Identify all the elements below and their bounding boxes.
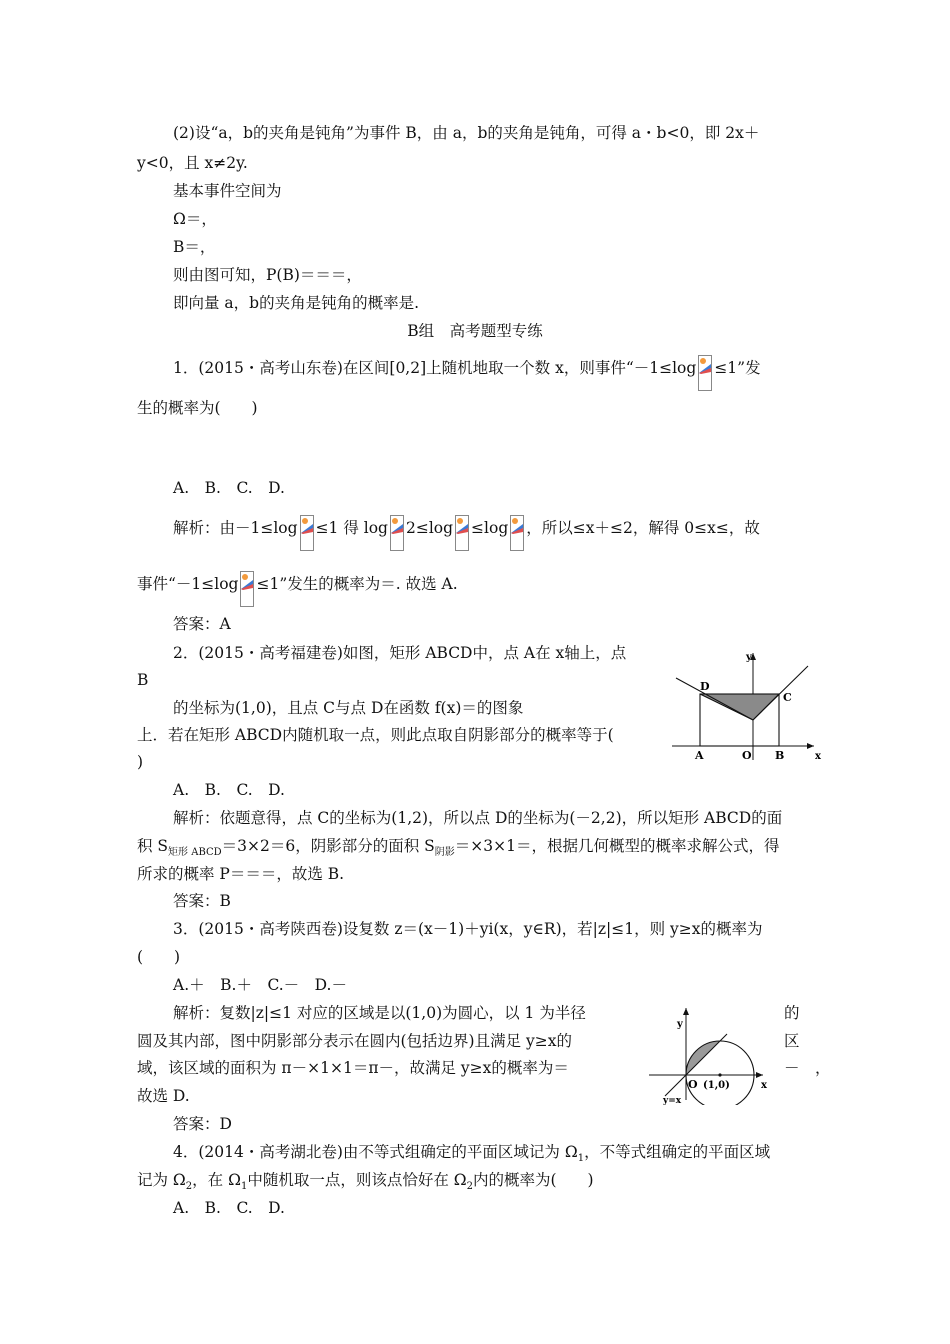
q1-stem-text-a: 1．(2015・高考山东卷)在区间[0,2]上随机地取一个数 x，则事件“－1≤log	[173, 359, 697, 377]
part2-line3: 基本事件空间为	[173, 182, 282, 200]
broken-image-icon	[240, 571, 254, 607]
q3-solution-line3: 域，该区域的面积为 π－×1×1＝π－，故满足 y≥x的概率为＝	[137, 1059, 569, 1077]
q1-sol2-b: ≤1”发生的概率为＝. 故选 A.	[256, 575, 458, 593]
q1-options: A. B. C. D.	[173, 479, 285, 497]
q4-options: A. B. C. D.	[173, 1199, 285, 1217]
part2-line4: Ω＝，	[173, 210, 217, 228]
q2-line4: 上．若在矩形 ABCD内随机取一点，则此点取自阴影部分的概率等于(	[137, 726, 614, 744]
q2-solution-line2	[137, 836, 779, 863]
q1-sol-c: 2≤log	[405, 519, 454, 537]
q3-solution-line1: 解析：复数|z|≤1 对应的区域是以(1,0)为圆心，以 1 为半径	[173, 1004, 586, 1022]
q1-sol-e: ，所以≤x＋≤2，解得 0≤x≤，故	[526, 519, 760, 537]
q1-sol2-a: 事件“－1≤log	[137, 575, 239, 593]
label-y: y	[746, 652, 752, 663]
q2-options: A. B. C. D.	[173, 781, 285, 799]
label-o: O	[742, 749, 752, 762]
q4-line1-a: 4．(2014・高考湖北卷)由不等式组确定的平面区域记为 Ω	[173, 1143, 578, 1161]
q3-answer: 答案：D	[173, 1115, 232, 1133]
q2-line1: 2．(2015・高考福建卷)如图，矩形 ABCD中，点 A在 x轴上，点	[173, 644, 627, 662]
q2-solution-line1: 解析：依题意得，点 C的坐标为(1,2)，所以点 D的坐标为(－2,2)，所以矩形 ABCD的面	[173, 809, 783, 827]
q1-sol-a: 解析：由－1≤log	[173, 519, 298, 537]
part2-line1: (2)设“a，b的夹角是钝角”为事件 B，由 a，b的夹角是钝角，可得 a・b<0，即 2x＋	[173, 124, 760, 142]
q3-solution-line3-end: － ，	[784, 1059, 831, 1077]
x-axis-arrow	[807, 743, 814, 749]
q2-sol2-a: 积 S	[137, 837, 169, 855]
q1-stem-line2: 生的概率为( )	[137, 399, 258, 417]
q4-line2	[137, 1170, 594, 1197]
broken-image-icon	[510, 515, 524, 551]
q3-line2: ( )	[137, 948, 181, 966]
q2-sol2-sub1: 矩形 ABCD	[168, 847, 222, 859]
q4-sub3: 1	[240, 1181, 248, 1193]
q4-sub2: 2	[185, 1181, 193, 1193]
q3-options: A.＋ B.＋ C.－ D.－	[173, 976, 347, 994]
q4-sub4: 2	[466, 1181, 473, 1193]
label-x: x	[761, 1080, 767, 1091]
q3-solution-line4: 故选 D.	[137, 1087, 190, 1105]
unit-circle	[686, 1041, 754, 1105]
circle-center	[718, 1073, 721, 1076]
q4-line1-b: ，不等式组确定的平面区域	[584, 1143, 771, 1161]
label-d: D	[700, 680, 710, 693]
section-title: B组 高考题型专练	[407, 322, 543, 340]
q2-sol2-b: ＝3×2＝6，阴影部分的面积 S	[221, 837, 435, 855]
q2-sol2-c: ＝×3×1＝，根据几何概型的概率求解公式，得	[454, 837, 780, 855]
q3-circle-figure	[643, 1000, 773, 1105]
q4-line2-b: ，在 Ω	[192, 1171, 241, 1189]
label-b: B	[775, 749, 785, 762]
label-o: O	[688, 1078, 698, 1091]
broken-image-icon	[390, 515, 404, 551]
x-axis-arrow	[756, 1072, 763, 1078]
label-line: y=x	[663, 1096, 682, 1105]
q2-answer: 答案：B	[173, 892, 231, 910]
q1-sol-b: ≤1 得 log	[315, 519, 388, 537]
broken-image-icon	[300, 515, 314, 551]
q4-line2-d: 内的概率为( )	[472, 1171, 594, 1189]
label-y: y	[677, 1019, 683, 1030]
label-x: x	[815, 751, 821, 762]
q2-sol2-sub2: 阴影	[434, 847, 455, 859]
part2-line2: y<0，且 x≠2y.	[137, 154, 248, 172]
q1-stem	[173, 350, 761, 391]
part2-line6: 则由图可知，P(B)＝＝＝，	[173, 266, 362, 284]
q4-sub1: 1	[577, 1153, 585, 1165]
label-center: (1,0)	[703, 1080, 730, 1091]
q4-line1	[173, 1142, 770, 1169]
y-axis-arrow	[683, 1008, 689, 1015]
q1-stem-text-b: ≤1”发	[714, 359, 761, 377]
broken-image-icon	[455, 515, 469, 551]
label-a: A	[695, 749, 704, 762]
part2-line7: 即向量 a，b的夹角是钝角的概率是.	[173, 294, 420, 312]
q2-line3: 的坐标为(1,0)，且点 C与点 D在函数 f(x)＝的图象	[173, 699, 524, 717]
q3-solution-line2-end: 区	[784, 1032, 800, 1050]
q1-solution-line2	[137, 566, 458, 607]
label-c: C	[783, 691, 792, 704]
q1-sol-d: ≤log	[471, 519, 509, 537]
part2-line5: B＝，	[173, 238, 216, 256]
q2-line5: )	[137, 753, 144, 771]
q3-solution-line1-end: 的	[784, 1004, 800, 1022]
q1-solution	[173, 510, 760, 551]
q2-rectangle-figure	[668, 648, 828, 764]
q1-answer: 答案：A	[173, 615, 231, 633]
q4-line2-c: 中随机取一点，则该点恰好在 Ω	[247, 1171, 467, 1189]
q4-line2-a: 记为 Ω	[137, 1171, 186, 1189]
q2-line2: B	[137, 671, 149, 689]
q3-line1: 3．(2015・高考陕西卷)设复数 z＝(x－1)＋yi(x，y∈R)，若|z|≤1，则 y≥x的概率为	[173, 920, 763, 938]
q3-solution-line2: 圆及其内部，图中阴影部分表示在圆内(包括边界)且满足 y≥x的	[137, 1032, 573, 1050]
broken-image-icon	[698, 355, 712, 391]
q2-solution-line3: 所求的概率 P＝＝＝，故选 B.	[137, 865, 345, 883]
